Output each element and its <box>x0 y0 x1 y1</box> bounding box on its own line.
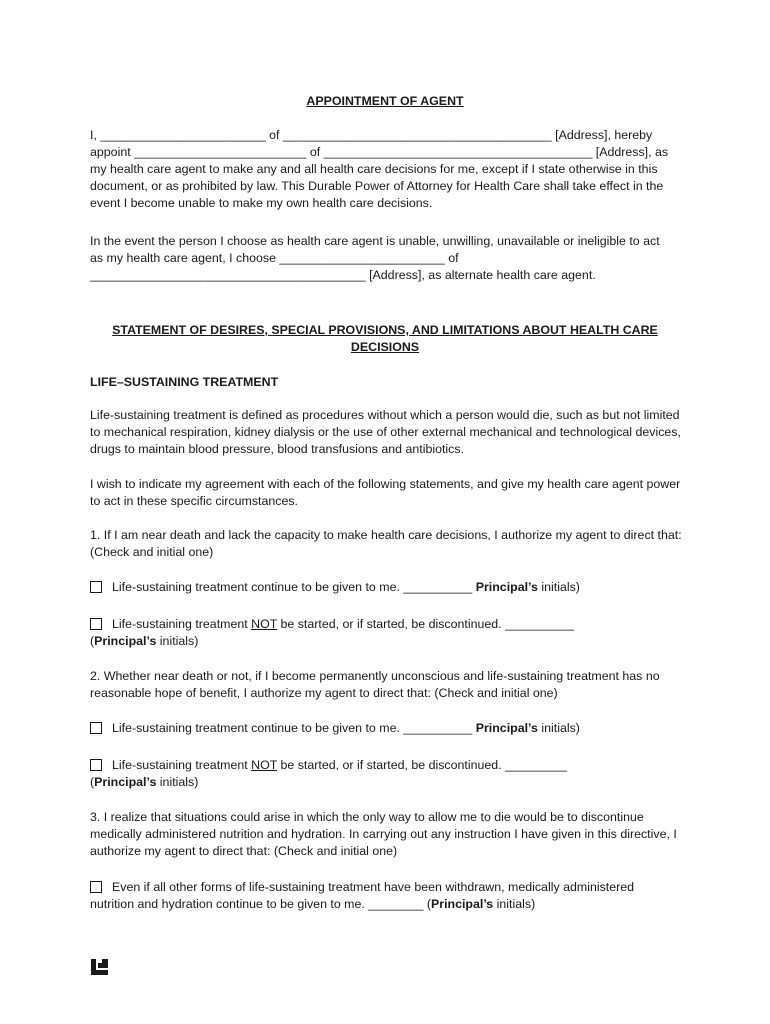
appointment-paragraph <box>90 127 690 212</box>
appointment-text: my health care agent to make any and all health care decisions for me, except if I state otherwise in this document, or as prohibited by law. This Durable Power of Attorney for Health Care shall take effect in the event I become unable to make my own health care decisions. <box>90 162 664 210</box>
question-1-text: 1. If I am near death and lack the capacity to make health care decisions, I authorize my agent to direct that: (Check and initial one) <box>90 528 682 559</box>
alternate-line-3: ________________________________________ [Address], as alternate health care agent. <box>90 268 596 282</box>
agreement-paragraph: I wish to indicate my agreement with each of the following statements, and give my health care agent power to act in these specific circumstances. <box>90 477 681 508</box>
question-2-text: 2. Whether near death or not, if I become permanently unconscious and life-sustaining treatment has no reasonable hope of benefit, I authorize my agent to direct that: (Check and initial one) <box>90 669 660 700</box>
section-heading: LIFE–SUSTAINING TREATMENT <box>90 375 279 389</box>
question-1-option-1: Life-sustaining treatment continue to be given to me. __________ Principal’s initials) <box>90 579 690 596</box>
question-2-option-2: Life-sustaining treatment NOT be started, or if started, be discontinued. _________ (Principal’s initials) <box>90 758 568 789</box>
statement-heading-line-2: DECISIONS <box>350 340 420 354</box>
alternate-line-2: as my health care agent, I choose ________________________ of <box>90 251 459 265</box>
checkbox[interactable] <box>90 881 102 893</box>
checkbox[interactable] <box>90 722 102 734</box>
page-title: APPOINTMENT OF AGENT <box>306 94 464 108</box>
question-1-option-2: Life-sustaining treatment NOT be started, or if started, be discontinued. __________ (Principal’s initials) <box>90 617 574 648</box>
appointment-line-1: I, ________________________ of _______________________________________ [Address], hereby <box>90 128 653 142</box>
question-3-option-1: Even if all other forms of life-sustaining treatment have been withdrawn, medically administered nutrition and hydration continue to be given to me. ________ (Principal’s initials) <box>90 880 635 911</box>
statement-heading <box>90 322 680 356</box>
statement-heading-line-1: STATEMENT OF DESIRES, SPECIAL PROVISIONS, AND LIMITATIONS ABOUT HEALTH CARE <box>112 323 658 337</box>
question-2-option-1: Life-sustaining treatment continue to be given to me. __________ Principal’s initials) <box>90 720 690 737</box>
question-3-text: 3. I realize that situations could arise in which the only way to allow me to die would be to discontinue medically administered nutrition and hydration. In carrying out any instruction I have given in this directive, I authorize my agent to direct that: (Check and initial one) <box>90 810 677 858</box>
checkbox[interactable] <box>90 581 102 593</box>
document-logo-icon <box>90 958 110 976</box>
checkbox[interactable] <box>90 618 102 630</box>
alternate-agent-paragraph <box>90 233 690 284</box>
definition-paragraph: Life-sustaining treatment is defined as procedures without which a person would die, such as but not limited to mechanical respiration, kidney dialysis or the use of other external mechanical and technological devices, drugs to maintain blood pressure, blood transfusions and antibiotics. <box>90 408 681 456</box>
appointment-line-2: appoint _________________________ of _______________________________________ [Address], as <box>90 145 669 159</box>
checkbox[interactable] <box>90 759 102 771</box>
alternate-line-1: In the event the person I choose as health care agent is unable, unwilling, unavailable or ineligible to act <box>90 234 660 248</box>
